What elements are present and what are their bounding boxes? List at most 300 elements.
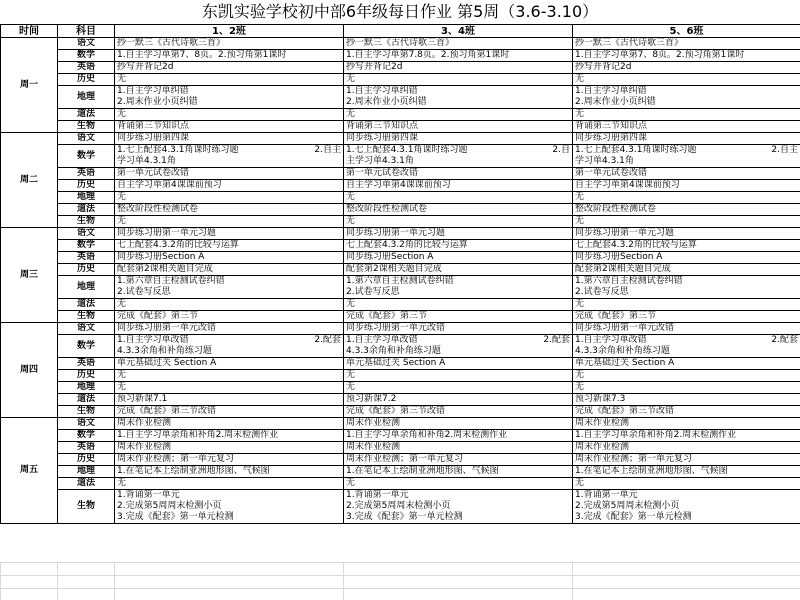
homework-line-left: 1.七上配套4.3.1角课时练习题	[346, 145, 468, 155]
homework-line: 2.周末作业小页纠错	[346, 97, 427, 107]
homework-table	[0, 24, 800, 524]
homework-cell	[344, 145, 573, 168]
homework-cell	[115, 50, 344, 62]
table-row	[1, 370, 800, 382]
homework-cell	[115, 74, 344, 86]
homework-cell	[115, 192, 344, 204]
homework-line: 整改阶段性检测试卷	[117, 204, 199, 214]
homework-line: 无	[575, 74, 585, 84]
header-class-5-6: 5、6班	[573, 25, 800, 38]
homework-cell	[573, 323, 800, 335]
homework-line: 单元基础过关 Section A	[346, 358, 446, 368]
homework-cell	[115, 252, 344, 264]
homework-cell	[344, 311, 573, 323]
homework-line: 周末作业检测；第一单元复习	[346, 454, 464, 464]
homework-line-right: 2.配套	[543, 335, 570, 345]
subject-cell: 生物	[58, 490, 115, 524]
homework-cell	[344, 180, 573, 192]
table-row	[1, 86, 800, 109]
homework-line: 配套第2课相关题目完成	[346, 264, 442, 274]
homework-line-left: 1.自主学习单改错	[117, 335, 189, 345]
homework-line: 单元基础过关 Section A	[575, 358, 675, 368]
day-cell: 周四	[1, 323, 58, 418]
homework-cell	[573, 192, 800, 204]
subject-cell: 生物	[58, 311, 115, 323]
homework-line: 完成《配套》第三节	[117, 311, 199, 321]
homework-cell	[344, 478, 573, 490]
table-row	[1, 74, 800, 86]
homework-line: 抄一默三《古代诗歌三首》	[575, 38, 684, 48]
homework-cell	[115, 442, 344, 454]
table-row	[1, 430, 800, 442]
homework-line: 单元基础过关 Section A	[117, 358, 217, 368]
homework-line: 同步练习册第四课	[346, 133, 419, 143]
table-row	[1, 299, 800, 311]
homework-cell	[115, 394, 344, 406]
homework-cell	[573, 264, 800, 276]
homework-line: 抄写并背记2d	[117, 62, 174, 72]
subject-cell: 地理	[58, 382, 115, 394]
table-row	[1, 478, 800, 490]
homework-line: 2.试卷写反思	[346, 287, 400, 297]
table-row	[1, 382, 800, 394]
table-row	[1, 264, 800, 276]
homework-cell	[344, 86, 573, 109]
homework-cell	[573, 62, 800, 74]
homework-line-right: 2.自主	[771, 145, 798, 155]
homework-line: 主学习单4.3.1角	[346, 156, 414, 166]
homework-line: 周末作业检测；第一单元复习	[575, 454, 693, 464]
header-time: 时间	[1, 25, 58, 38]
table-row	[1, 252, 800, 264]
subject-cell: 数学	[58, 335, 115, 358]
homework-line: 4.3.3余角和补角练习题	[117, 346, 212, 356]
homework-cell	[115, 490, 344, 524]
homework-line: 背诵第三节知识点	[575, 121, 648, 131]
homework-cell	[573, 406, 800, 418]
homework-cell	[115, 418, 344, 430]
table-row	[1, 216, 800, 228]
homework-cell	[115, 370, 344, 382]
homework-line: 1.自主学习单余角和补角2.周末检测作业	[575, 430, 737, 440]
homework-cell	[344, 442, 573, 454]
homework-cell	[344, 430, 573, 442]
homework-line: 七上配套4.3.2角的比较与运算	[575, 240, 697, 250]
homework-line: 4.3.3余角和补角练习题	[346, 346, 441, 356]
homework-line: 1.在笔记本上绘制亚洲地形图、气候图	[575, 466, 728, 476]
homework-cell	[344, 62, 573, 74]
homework-line: 自主学习单第4课课前预习	[346, 180, 451, 190]
table-row	[1, 442, 800, 454]
homework-cell	[344, 466, 573, 478]
homework-cell	[573, 168, 800, 180]
homework-line: 无	[117, 109, 127, 119]
homework-cell	[115, 86, 344, 109]
homework-cell	[573, 204, 800, 216]
homework-cell	[573, 299, 800, 311]
homework-cell	[573, 442, 800, 454]
homework-line: 无	[346, 216, 356, 226]
homework-line: 学习单4.3.1角	[117, 156, 176, 166]
homework-cell	[573, 252, 800, 264]
homework-cell	[115, 228, 344, 240]
homework-line: 1.第六章自主检测试卷纠错	[346, 276, 454, 286]
homework-line	[117, 335, 341, 346]
day-cell: 周一	[1, 38, 58, 133]
subject-cell: 历史	[58, 74, 115, 86]
homework-line: 1.自主学习单第7、8页。2.预习角第1课时	[575, 50, 745, 60]
subject-cell: 英语	[58, 358, 115, 370]
homework-cell	[115, 323, 344, 335]
homework-line: 无	[575, 216, 585, 226]
homework-line: 周末作业检测	[117, 418, 172, 428]
homework-cell	[344, 192, 573, 204]
homework-line: 1.第六章自主检测试卷纠错	[117, 276, 225, 286]
homework-line: 无	[575, 109, 585, 119]
homework-line: 无	[117, 192, 127, 202]
homework-cell	[344, 394, 573, 406]
homework-line: 预习新课7.2	[346, 394, 397, 404]
homework-line: 完成《配套》第三节改错	[117, 406, 217, 416]
homework-line: 同步练习册第一单元改错	[117, 323, 217, 333]
subject-cell: 道法	[58, 299, 115, 311]
homework-cell	[344, 323, 573, 335]
homework-cell	[344, 335, 573, 358]
homework-cell	[344, 358, 573, 370]
homework-line: 同步练习册第四课	[117, 133, 190, 143]
homework-cell	[115, 62, 344, 74]
homework-line-left: 1.七上配套4.3.1角课时练习题	[117, 145, 239, 155]
table-row	[1, 180, 800, 192]
subject-cell: 语文	[58, 38, 115, 50]
homework-line: 完成《配套》第三节改错	[346, 406, 446, 416]
homework-line: 3.完成《配套》第一单元检测	[346, 512, 463, 522]
homework-line: 无	[346, 109, 356, 119]
homework-cell	[115, 466, 344, 478]
homework-cell	[573, 454, 800, 466]
homework-cell	[115, 180, 344, 192]
homework-cell	[573, 490, 800, 524]
page-title: 东凯实验学校初中部6年级每日作业 第5周（3.6-3.10）	[201, 2, 599, 21]
subject-cell: 语文	[58, 418, 115, 430]
homework-cell	[344, 133, 573, 145]
table-row	[1, 168, 800, 180]
homework-line: 同步练习册Section A	[117, 252, 205, 262]
homework-cell	[115, 311, 344, 323]
header-class-3-4: 3、4班	[344, 25, 573, 38]
subject-cell: 道法	[58, 394, 115, 406]
homework-line: 周末作业检测	[346, 442, 401, 452]
homework-line-left: 1.七上配套4.3.1角课时练习题	[575, 145, 697, 155]
homework-line: 1.自主学习单纠错	[117, 86, 189, 96]
homework-line: 周末作业检测	[575, 442, 630, 452]
homework-line: 学习单4.3.1角	[575, 156, 634, 166]
homework-cell	[115, 430, 344, 442]
subject-cell: 历史	[58, 180, 115, 192]
subject-cell: 道法	[58, 204, 115, 216]
subject-cell: 英语	[58, 442, 115, 454]
homework-line: 整改阶段性检测试卷	[346, 204, 428, 214]
homework-cell	[573, 335, 800, 358]
subject-cell: 语文	[58, 133, 115, 145]
homework-line: 无	[575, 299, 585, 309]
homework-cell	[344, 50, 573, 62]
subject-cell: 数学	[58, 240, 115, 252]
subject-cell: 数学	[58, 430, 115, 442]
subject-cell: 生物	[58, 216, 115, 228]
homework-line: 无	[117, 478, 127, 488]
subject-cell: 道法	[58, 109, 115, 121]
homework-line	[575, 335, 798, 346]
homework-line: 无	[117, 299, 127, 309]
table-row	[1, 406, 800, 418]
homework-cell	[344, 228, 573, 240]
homework-line: 无	[346, 478, 356, 488]
homework-cell	[573, 311, 800, 323]
homework-line: 同步练习册第一单元改错	[575, 323, 675, 333]
homework-cell	[573, 86, 800, 109]
homework-line: 同步练习册Section A	[575, 252, 663, 262]
homework-line: 无	[117, 74, 127, 84]
homework-cell	[344, 276, 573, 299]
subject-cell: 历史	[58, 264, 115, 276]
homework-line: 1.自主学习单纠错	[346, 86, 418, 96]
homework-cell	[344, 406, 573, 418]
subject-cell: 语文	[58, 323, 115, 335]
table-row	[1, 490, 800, 524]
homework-line: 预习新课7.3	[575, 394, 626, 404]
header-class-1-2: 1、2班	[115, 25, 344, 38]
homework-cell	[573, 109, 800, 121]
table-row	[1, 394, 800, 406]
homework-cell	[344, 216, 573, 228]
homework-cell	[344, 240, 573, 252]
homework-cell	[115, 121, 344, 133]
homework-line: 无	[346, 74, 356, 84]
homework-line: 1.背诵第一单元	[346, 490, 409, 500]
homework-line: 抄写并背记2d	[575, 62, 632, 72]
homework-cell	[115, 454, 344, 466]
table-row	[1, 192, 800, 204]
homework-line: 配套第2课相关题目完成	[575, 264, 671, 274]
homework-line: 完成《配套》第三节	[575, 311, 657, 321]
homework-cell	[344, 109, 573, 121]
homework-line: 同步练习册第一单元习题	[575, 228, 675, 238]
table-row	[1, 466, 800, 478]
subject-cell: 英语	[58, 62, 115, 74]
homework-cell	[573, 370, 800, 382]
table-row	[1, 311, 800, 323]
subject-cell: 英语	[58, 168, 115, 180]
homework-cell	[344, 74, 573, 86]
homework-line-left: 1.自主学习单改错	[346, 335, 418, 345]
homework-cell	[573, 50, 800, 62]
homework-line: 1.自主学习单第7.8页。2.预习角第1课时	[346, 50, 510, 60]
homework-line: 2.周末作业小页纠错	[575, 97, 656, 107]
homework-line: 3.完成《配套》第一单元检测	[575, 512, 692, 522]
homework-line: 2.完成第5周周末检测小页	[117, 501, 222, 511]
homework-cell	[573, 478, 800, 490]
table-row	[1, 454, 800, 466]
homework-line: 七上配套4.3.2角的比较与运算	[117, 240, 239, 250]
homework-cell	[344, 299, 573, 311]
homework-cell	[573, 74, 800, 86]
table-row	[1, 204, 800, 216]
table-row	[1, 240, 800, 252]
homework-cell	[344, 264, 573, 276]
homework-line	[346, 145, 570, 156]
homework-line: 同步练习册第一单元习题	[346, 228, 446, 238]
homework-line: 周末作业检测	[346, 418, 401, 428]
homework-line-right: 2.自主	[314, 145, 341, 155]
homework-line: 无	[575, 192, 585, 202]
homework-line: 无	[346, 299, 356, 309]
subject-cell: 地理	[58, 466, 115, 478]
homework-line: 1.自主学习单第7、8页。2.预习角第1课时	[117, 50, 287, 60]
day-cell: 周二	[1, 133, 58, 228]
homework-cell	[115, 358, 344, 370]
homework-cell	[573, 228, 800, 240]
homework-cell	[344, 168, 573, 180]
homework-cell	[115, 382, 344, 394]
homework-line: 无	[346, 382, 356, 392]
table-row	[1, 358, 800, 370]
subject-cell: 数学	[58, 145, 115, 168]
homework-cell	[344, 454, 573, 466]
subject-cell: 生物	[58, 406, 115, 418]
homework-line: 周末作业检测	[575, 418, 630, 428]
homework-line: 周末作业检测；第一单元复习	[117, 454, 235, 464]
homework-line: 无	[346, 370, 356, 380]
homework-line: 背诵第三节知识点	[346, 121, 419, 131]
homework-line: 1.在笔记本上绘制亚洲地形图、气候图	[346, 466, 499, 476]
homework-line: 同步练习册Section A	[346, 252, 434, 262]
homework-cell	[573, 394, 800, 406]
homework-line: 第一单元试卷改错	[117, 168, 190, 178]
homework-line	[346, 335, 570, 346]
homework-line: 同步练习册第四课	[575, 133, 648, 143]
homework-cell	[573, 133, 800, 145]
table-row	[1, 276, 800, 299]
subject-cell: 历史	[58, 454, 115, 466]
homework-cell	[115, 299, 344, 311]
homework-line: 无	[346, 192, 356, 202]
homework-cell	[115, 406, 344, 418]
homework-line: 无	[575, 382, 585, 392]
day-cell: 周三	[1, 228, 58, 323]
empty-grid-area	[0, 562, 800, 600]
table-row	[1, 323, 800, 335]
homework-line: 完成《配套》第三节改错	[575, 406, 675, 416]
homework-cell	[344, 252, 573, 264]
homework-cell	[573, 418, 800, 430]
homework-cell	[573, 382, 800, 394]
homework-cell	[115, 109, 344, 121]
homework-cell	[344, 382, 573, 394]
homework-line: 第一单元试卷改错	[575, 168, 648, 178]
homework-cell	[115, 145, 344, 168]
homework-line	[117, 145, 341, 156]
homework-line: 七上配套4.3.2角的比较与运算	[346, 240, 468, 250]
homework-line-right: 2.自	[552, 145, 570, 155]
homework-cell	[573, 145, 800, 168]
homework-line: 1.自主学习单余角和补角2.周末检测作业	[346, 430, 508, 440]
day-cell: 周五	[1, 418, 58, 524]
table-row	[1, 109, 800, 121]
homework-line: 无	[117, 370, 127, 380]
header-subject: 科目	[58, 25, 115, 38]
table-row	[1, 418, 800, 430]
homework-cell	[115, 168, 344, 180]
homework-cell	[344, 370, 573, 382]
table-row	[1, 335, 800, 358]
homework-line: 2.试卷写反思	[117, 287, 171, 297]
homework-cell	[573, 358, 800, 370]
homework-line: 自主学习单第4课课前预习	[117, 180, 222, 190]
homework-line-left: 1.自主学习单改错	[575, 335, 647, 345]
homework-line: 抄一默三《古代诗歌三首》	[117, 38, 226, 48]
homework-cell	[573, 121, 800, 133]
homework-line: 无	[117, 216, 127, 226]
homework-line: 1.自主学习单余角和补角2.周末检测作业	[117, 430, 279, 440]
homework-cell	[115, 204, 344, 216]
table-row	[1, 133, 800, 145]
homework-cell	[115, 38, 344, 50]
homework-line: 无	[575, 370, 585, 380]
homework-cell	[573, 466, 800, 478]
homework-cell	[344, 121, 573, 133]
homework-cell	[115, 264, 344, 276]
homework-line: 4.3.3余角和补角练习题	[575, 346, 670, 356]
homework-line: 2.周末作业小页纠错	[117, 97, 198, 107]
subject-cell: 道法	[58, 478, 115, 490]
subject-cell: 地理	[58, 192, 115, 204]
homework-line: 2.完成第5周周末检测小页	[575, 501, 680, 511]
homework-line: 1.第六章自主检测试卷纠错	[575, 276, 683, 286]
homework-cell	[115, 133, 344, 145]
homework-line: 无	[575, 478, 585, 488]
table-row	[1, 121, 800, 133]
homework-cell	[344, 204, 573, 216]
homework-line	[575, 145, 798, 156]
homework-cell	[115, 335, 344, 358]
table-row	[1, 38, 800, 50]
subject-cell: 语文	[58, 228, 115, 240]
homework-cell	[573, 180, 800, 192]
homework-line: 1.背诵第一单元	[575, 490, 638, 500]
homework-line: 配套第2课相关题目完成	[117, 264, 213, 274]
homework-cell	[344, 418, 573, 430]
homework-line: 3.完成《配套》第一单元检测	[117, 512, 234, 522]
homework-line: 2.完成第5周周末检测小页	[346, 501, 451, 511]
homework-line: 第一单元试卷改错	[346, 168, 419, 178]
subject-cell: 地理	[58, 86, 115, 109]
subject-cell: 地理	[58, 276, 115, 299]
homework-line: 1.背诵第一单元	[117, 490, 180, 500]
table-row	[1, 62, 800, 74]
homework-cell	[344, 490, 573, 524]
homework-cell	[573, 430, 800, 442]
homework-line: 背诵第三节知识点	[117, 121, 190, 131]
homework-line: 自主学习单第4课课前预习	[575, 180, 680, 190]
homework-cell	[573, 240, 800, 252]
table-row	[1, 50, 800, 62]
homework-line: 1.在笔记本上绘制亚洲地形图、气候图	[117, 466, 270, 476]
table-row	[1, 228, 800, 240]
homework-line: 同步练习册第一单元改错	[346, 323, 446, 333]
homework-line-right: 2.配套	[314, 335, 341, 345]
subject-cell: 历史	[58, 370, 115, 382]
